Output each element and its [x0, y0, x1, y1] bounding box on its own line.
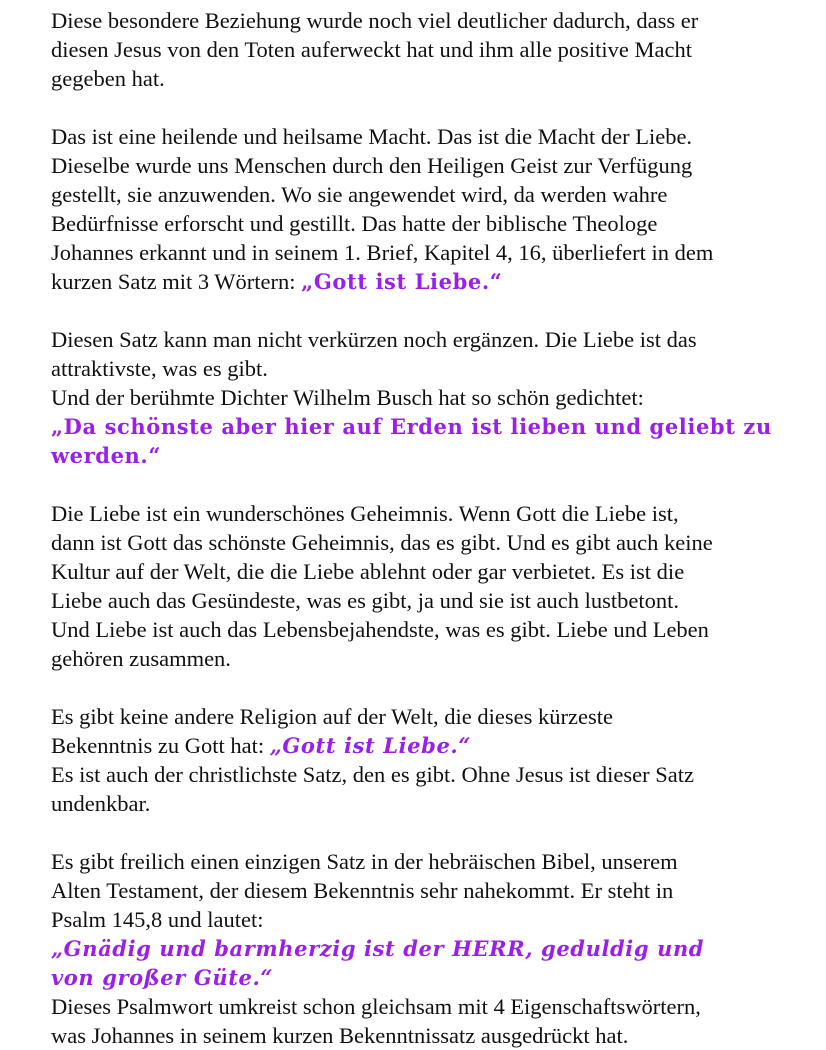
- paragraph-5: [51, 702, 811, 818]
- paragraph-3: [51, 325, 811, 470]
- text-line: attraktivste, was es gibt.: [51, 356, 268, 381]
- paragraph-4: [51, 499, 811, 673]
- text-line: gestellt, sie anzuwenden. Wo sie angewendet wird, da werden wahre: [51, 182, 668, 207]
- text-line: undenkbar.: [51, 791, 151, 816]
- text-line: gegeben hat.: [51, 66, 165, 91]
- text-line: Dieselbe wurde uns Menschen durch den Heiligen Geist zur Verfügung: [51, 153, 693, 178]
- text-line: Kultur auf der Welt, die die Liebe ablehnt oder gar verbietet. Es ist die: [51, 559, 685, 584]
- text-line: Es gibt keine andere Religion auf der Welt, die dieses kürzeste: [51, 704, 613, 729]
- text-line: Das ist eine heilende und heilsame Macht. Das ist die Macht der Liebe.: [51, 124, 693, 149]
- text-line: dann ist Gott das schönste Geheimnis, das es gibt. Und es gibt auch keine: [51, 530, 713, 555]
- highlighted-quote: „Gnädig und barmherzig ist der HERR, geduldig und: [51, 936, 705, 961]
- paragraph-2: [51, 122, 811, 296]
- text-fragment: Bekenntnis zu Gott hat:: [51, 733, 270, 758]
- text-line: Liebe auch das Gesündeste, was es gibt, ja und sie ist auch lustbetont.: [51, 588, 679, 613]
- text-line: Diese besondere Beziehung wurde noch viel deutlicher dadurch, dass er: [51, 8, 699, 33]
- paragraph-1: [51, 6, 811, 93]
- text-line: Bedürfnisse erforscht und gestillt. Das hatte der biblische Theologe: [51, 211, 658, 236]
- text-line: Und der berühmte Dichter Wilhelm Busch hat so schön gedichtet:: [51, 385, 644, 410]
- text-line: Alten Testament, der diesem Bekenntnis sehr nahekommt. Er steht in: [51, 878, 674, 903]
- text-line: Dieses Psalmwort umkreist schon gleichsam mit 4 Eigenschaftswörtern,: [51, 994, 701, 1019]
- highlighted-quote: „Gott ist Liebe.“: [301, 269, 503, 294]
- text-line: was Johannes in seinem kurzen Bekenntnissatz ausgedrückt hat.: [51, 1023, 629, 1048]
- highlighted-quote: von großer Güte.“: [51, 965, 274, 990]
- text-line: gehören zusammen.: [51, 646, 231, 671]
- text-line: Es gibt freilich einen einzigen Satz in der hebräischen Bibel, unserem: [51, 849, 678, 874]
- text-line: [51, 267, 811, 296]
- document-page: [51, 6, 811, 1050]
- text-line: Die Liebe ist ein wunderschönes Geheimnis. Wenn Gott die Liebe ist,: [51, 501, 679, 526]
- text-line: Johannes erkannt und in seinem 1. Brief, Kapitel 4, 16, überliefert in dem: [51, 240, 714, 265]
- text-fragment: kurzen Satz mit 3 Wörtern:: [51, 269, 302, 294]
- paragraph-6: [51, 847, 811, 1050]
- text-line: Es ist auch der christlichste Satz, den es gibt. Ohne Jesus ist dieser Satz: [51, 762, 694, 787]
- text-line: [51, 731, 811, 760]
- highlighted-quote: „Gott ist Liebe.“: [269, 733, 472, 758]
- text-line: Diesen Satz kann man nicht verkürzen noch ergänzen. Die Liebe ist das: [51, 327, 697, 352]
- highlighted-quote: werden.“: [51, 443, 162, 468]
- highlighted-quote: „Da schönste aber hier auf Erden ist lieben und geliebt zu: [51, 414, 772, 439]
- text-line: diesen Jesus von den Toten auferweckt hat und ihm alle positive Macht: [51, 37, 692, 62]
- text-line: Psalm 145,8 und lautet:: [51, 907, 264, 932]
- text-line: Und Liebe ist auch das Lebensbejahendste, was es gibt. Liebe und Leben: [51, 617, 709, 642]
